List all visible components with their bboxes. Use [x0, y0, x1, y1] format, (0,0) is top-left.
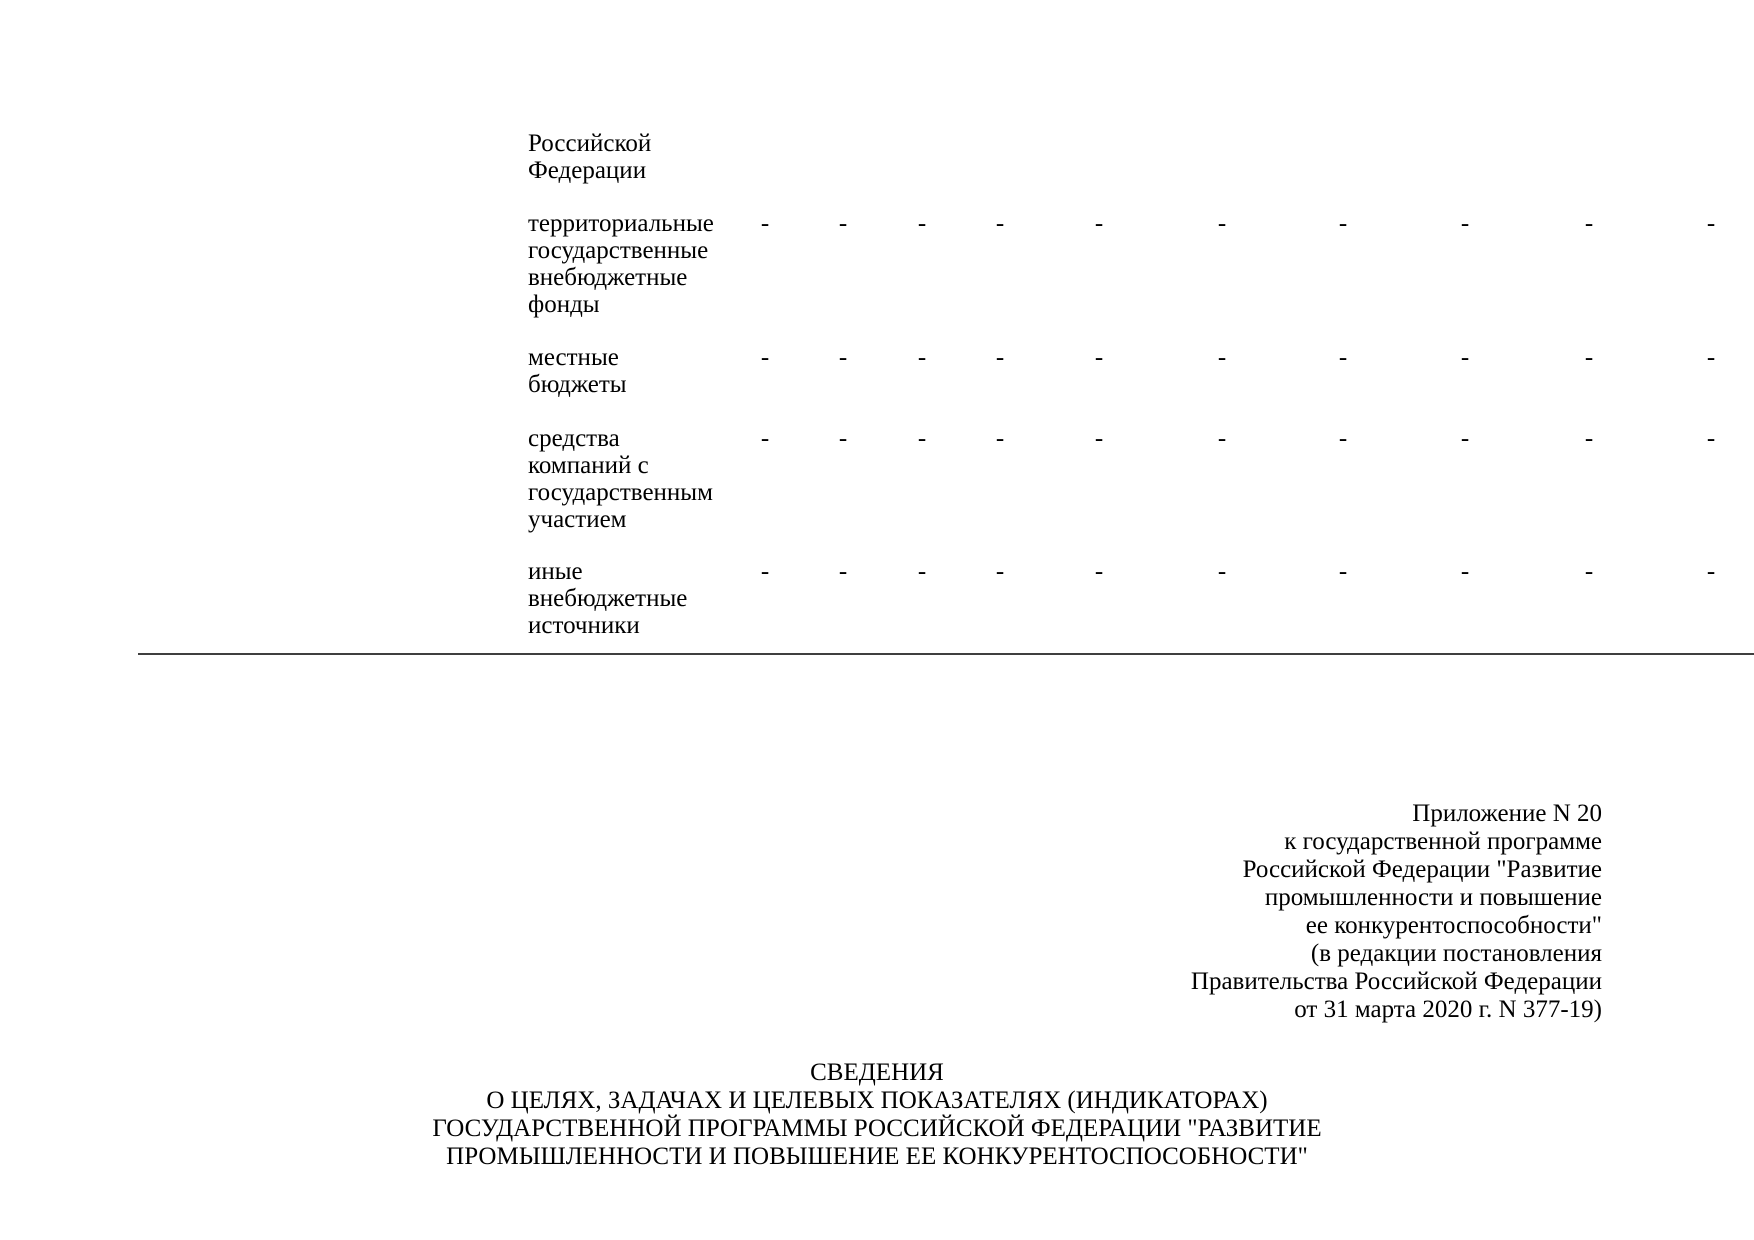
table-cell-dash: -	[838, 558, 848, 585]
table-cell-dash: -	[1338, 425, 1348, 452]
table-cell-dash: -	[838, 210, 848, 237]
table-cell-dash: -	[760, 425, 770, 452]
table-row	[528, 130, 748, 184]
table-row	[528, 558, 748, 639]
row-label-line: участием	[528, 506, 627, 533]
table-cell-dash: -	[1706, 344, 1716, 371]
document-title-line: ПРОМЫШЛЕННОСТИ И ПОВЫШЕНИЕ ЕЕ КОНКУРЕНТОСПОСОБНОСТИ"	[446, 1143, 1308, 1170]
appendix-line: Российской Федерации "Развитие	[1242, 856, 1602, 883]
row-label-line: Российской	[528, 130, 652, 157]
table-cell-dash: -	[1584, 425, 1594, 452]
table-cell-dash: -	[760, 558, 770, 585]
row-label-line: государственным	[528, 479, 713, 506]
table-cell-dash: -	[1584, 344, 1594, 371]
appendix-line: к государственной программе	[1284, 828, 1602, 855]
table-cell-dash: -	[1217, 344, 1227, 371]
table-cell-dash: -	[995, 210, 1005, 237]
table-cell-dash: -	[1338, 558, 1348, 585]
table-cell-dash: -	[760, 344, 770, 371]
row-label-line: средства	[528, 425, 620, 452]
appendix-line: Приложение N 20	[1412, 800, 1602, 827]
table-cell-dash: -	[1094, 558, 1104, 585]
row-label-line: внебюджетные	[528, 264, 688, 291]
appendix-line: от 31 марта 2020 г. N 377-19)	[1294, 996, 1602, 1023]
document-title-line: ГОСУДАРСТВЕННОЙ ПРОГРАММЫ РОССИЙСКОЙ ФЕДЕРАЦИИ "РАЗВИТИЕ	[432, 1115, 1322, 1142]
row-label-line: местные	[528, 344, 619, 371]
row-label-line: источники	[528, 612, 640, 639]
row-label-line: внебюджетные	[528, 585, 688, 612]
table-cell-dash: -	[1706, 210, 1716, 237]
table-cell-dash: -	[995, 425, 1005, 452]
table-cell-dash: -	[917, 425, 927, 452]
table-cell-dash: -	[917, 558, 927, 585]
table-cell-dash: -	[1217, 558, 1227, 585]
table-cell-dash: -	[1460, 210, 1470, 237]
table-cell-dash: -	[760, 210, 770, 237]
table-row	[528, 344, 748, 398]
table-cell-dash: -	[1460, 425, 1470, 452]
appendix-line: Правительства Российской Федерации	[1190, 968, 1602, 995]
appendix-line: ее конкурентоспособности"	[1305, 912, 1602, 939]
appendix-reference-block	[1191, 800, 1602, 1024]
document-title	[0, 1059, 1754, 1171]
row-label-line: территориальные	[528, 210, 714, 237]
table-cell-dash: -	[1094, 425, 1104, 452]
table-cell-dash: -	[995, 344, 1005, 371]
table-cell-dash: -	[1460, 558, 1470, 585]
table-cell-dash: -	[1706, 558, 1716, 585]
table-cell-dash: -	[917, 210, 927, 237]
table-cell-dash: -	[1584, 210, 1594, 237]
table-cell-dash: -	[995, 558, 1005, 585]
row-label-line: компаний с	[528, 452, 649, 479]
appendix-line: промышленности и повышение	[1264, 884, 1602, 911]
table-cell-dash: -	[1584, 558, 1594, 585]
table-cell-dash: -	[1338, 344, 1348, 371]
document-title-line: СВЕДЕНИЯ	[810, 1059, 944, 1086]
table-cell-dash: -	[838, 425, 848, 452]
table-cell-dash: -	[1217, 425, 1227, 452]
table-cell-dash: -	[1706, 425, 1716, 452]
row-label-line: бюджеты	[528, 371, 627, 398]
row-label-line: фонды	[528, 291, 600, 318]
table-cell-dash: -	[1094, 344, 1104, 371]
table-cell-dash: -	[1217, 210, 1227, 237]
document-title-line: О ЦЕЛЯХ, ЗАДАЧАХ И ЦЕЛЕВЫХ ПОКАЗАТЕЛЯХ (ИНДИКАТОРАХ)	[486, 1087, 1268, 1114]
table-cell-dash: -	[917, 344, 927, 371]
table-cell-dash: -	[1460, 344, 1470, 371]
row-label-line: государственные	[528, 237, 709, 264]
row-label-line: Федерации	[528, 157, 647, 184]
row-label-line: иные	[528, 558, 583, 585]
appendix-line: (в редакции постановления	[1310, 940, 1602, 967]
table-row	[528, 425, 748, 533]
table-cell-dash: -	[838, 344, 848, 371]
table-row	[528, 210, 748, 318]
table-cell-dash: -	[1094, 210, 1104, 237]
table-cell-dash: -	[1338, 210, 1348, 237]
table-bottom-rule	[138, 653, 1754, 655]
